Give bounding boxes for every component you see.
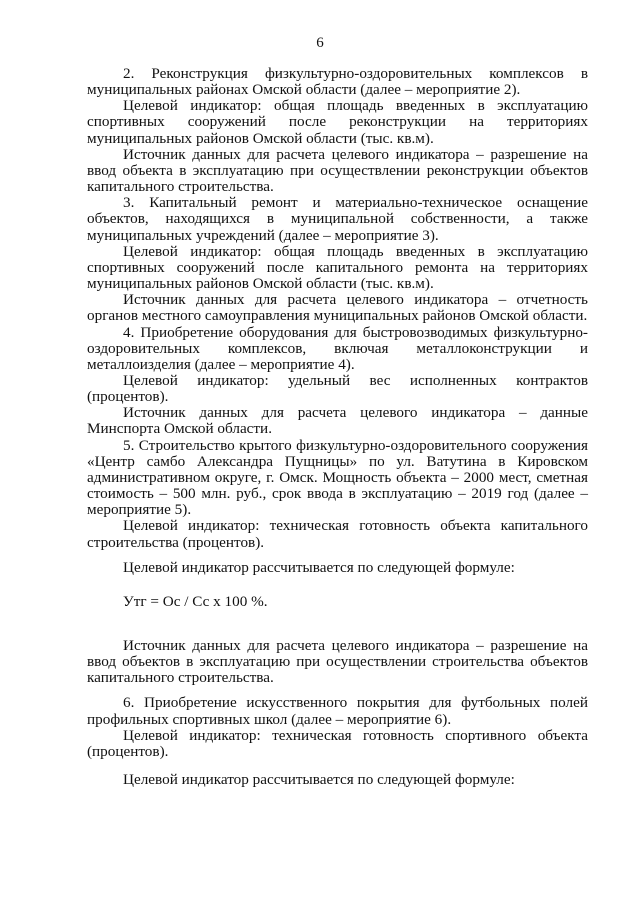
- paragraph-indicator-4: Целевой индикатор: удельный вес исполненных контрактов (процентов).: [87, 371, 588, 406]
- paragraph-event-3: 3. Капитальный ремонт и материально-техническое оснащение объектов, находящихся в муниципальной собственности, а также муниципальных учреждений (далее – мероприятие 3).: [87, 194, 588, 244]
- paragraph-indicator-3: Целевой индикатор: общая площадь введенных в эксплуатацию спортивных сооружений после капитального ремонта на территориях муниципальных районов Омской области (тыс. кв.м).: [87, 242, 588, 293]
- paragraph-indicator-6: Целевой индикатор: техническая готовность спортивного объекта (процентов).: [87, 726, 588, 760]
- paragraph-source-3: Источник данных для расчета целевого индикатора – отчетность органов местного самоуправления муниципальных районов Омской области.: [87, 291, 588, 325]
- formula: Утг = Ос / Сс х 100 %.: [123, 592, 268, 610]
- paragraph-formula-intro-5: Целевой индикатор рассчитывается по следующей формуле:: [123, 558, 515, 576]
- paragraph-indicator-5: Целевой индикатор: техническая готовность объекта капитального строительства (процентов).: [87, 517, 588, 551]
- paragraph-event-2: 2. Реконструкция физкультурно-оздоровительных комплексов в муниципальных районах Омской области (далее – мероприятие 2).: [87, 65, 588, 99]
- document-body: [87, 66, 588, 788]
- paragraph-event-6: 6. Приобретение искусственного покрытия для футбольных полей профильных спортивных школ (далее – мероприятие 6).: [87, 694, 588, 728]
- paragraph-event-4: 4. Приобретение оборудования для быстровозводимых физкультурно-оздоровительных комплексов, включая металлоконструкции и металлоизделия (далее – мероприятие 4).: [87, 323, 588, 373]
- paragraph-event-5: 5. Строительство крытого физкультурно-оздоровительного сооружения «Центр самбо Александра Пущницы» по ул. Ватутина в Кировском административном округе, г. Омск. Мощность объекта – 2000 мест, сметная стоимость – 500 млн. руб., срок ввода в эксплуатацию – 2019 год (далее – мероприятие 5).: [87, 436, 588, 519]
- page-number: 6: [316, 35, 324, 51]
- paragraph-source-4: Источник данных для расчета целевого индикатора – данные Минспорта Омской области.: [87, 404, 588, 438]
- paragraph-formula-intro-6: Целевой индикатор рассчитывается по следующей формуле:: [123, 771, 515, 789]
- paragraph-source-2: Источник данных для расчета целевого индикатора – разрешение на ввод объекта в эксплуатацию при осуществлении реконструкции объектов капитального строительства.: [87, 145, 588, 196]
- paragraph-indicator-2: Целевой индикатор: общая площадь введенных в эксплуатацию спортивных сооружений после реконструкции на территориях муниципальных районов Омской области (тыс. кв.м).: [87, 97, 588, 147]
- paragraph-source-5: Источник данных для расчета целевого индикатора – разрешение на ввод объектов в эксплуатацию при осуществлении строительства объектов капитального строительства.: [87, 637, 588, 687]
